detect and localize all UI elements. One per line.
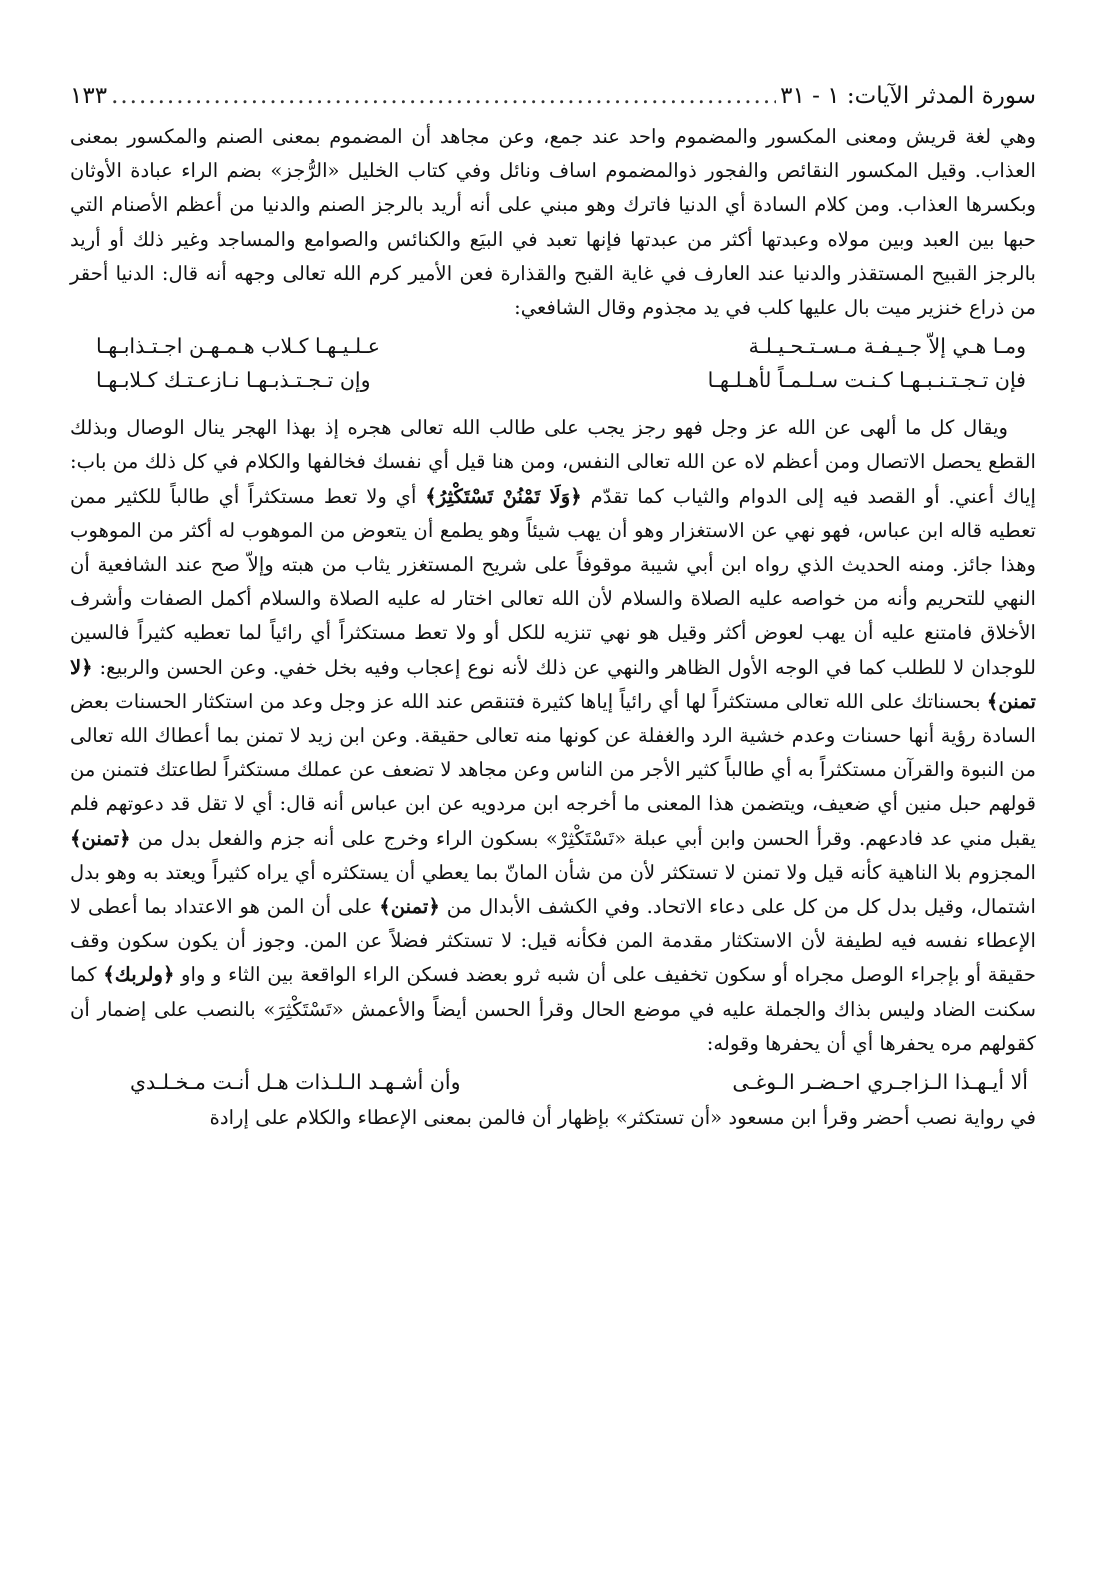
poem-line-1-first-hemistich: ومـا هـي إلاّ جـيـفـة مـسـتـحـيـلـة — [748, 334, 1026, 359]
poem-line-3-second-hemistich: وأن أشـهـد الـلـذات هـل أنـت مـخـلـدي — [130, 1070, 461, 1095]
poem-line-2-first-hemistich: فإن تـجـتـنـبـهـا كـنـت سـلـمـاً لأهـلـهـا — [707, 368, 1026, 393]
paragraph-3: في رواية نصب أحضر وقرأ ابن مسعود «أن تستكثر» بإظهار أن فالمن بمعنى الإعطاء والكلام على إرادة — [209, 1106, 1036, 1130]
book-page — [70, 80, 1036, 1135]
poem-line-1-second-hemistich: عـلـيـهـا كـلاب هـمـهـن اجـتـذابـهـا — [96, 334, 380, 359]
paragraph-2-text-c: بحسناتك على الله تعالى مستكثراً لها أي رائياً إياها كثيرة فتنقص عند الله عز وجل وعد من استكثار الحسنات بعض السادة رؤية أنها حسنات وعدم خشية الرد والغفلة عن كونها منه تعالى حقيقة. وعن ابن زيد لا تمنن بما أعطاك الله تعالى من النبوة والقرآن مستكثراً به أي طالباً كثير الأجر من الناس وعن مجاهد لا تضعف عن عملك مستكثراً لطاعتك فتمنن من قولهم حبل منين أي ضعيف، ويتضمن هذا المعنى ما أخرجه ابن مردويه عن ابن عباس أنه قال: أي لا تقل قد دعوتهم فلم يقبل مني عد فادعهم. وقرأ الحسن وابن أبي عبلة «تَسْتَكْثِرْ» بسكون الراء وخرج على أنه جزم والفعل بدل من — [70, 689, 1036, 850]
quran-quote-3: ﴿تمنن﴾ — [70, 826, 131, 850]
paragraph-2-text-d: المجزوم بلا الناهية كأنه قيل ولا تمنن لا تستكثر لأن من شأن المانّ بما يعطي أن يستكثره أي يراه كثيراً ويعتد به وهو بدل اشتمال، وقيل بدل كل من كل على دعاء الاتحاد. وفي الكشف الأبدال من — [70, 860, 1036, 919]
paragraph-2 — [70, 411, 1036, 1061]
poem-line-2 — [70, 363, 1036, 397]
quran-quote-5: ﴿ولربك﴾ — [103, 963, 175, 987]
poem-tarafa — [70, 1065, 1036, 1099]
poem-shafii — [70, 329, 1036, 397]
quran-quote-4: ﴿تمنن﴾ — [379, 895, 440, 919]
paragraph-2-text-f: كما سكنت الضاد وليس بذاك والجملة عليه في موضع الحال وقرأ الحسن أيضاً والأعمش «تَسْتَكْثِرَ» بالنصب على إضمار أن كقولهم مره يحفرها أي أن يحفرها وقوله: — [70, 963, 1036, 1055]
poem-line-3 — [70, 1065, 1036, 1099]
paragraph-2-text-e: على أن المن هو الاعتداد بما أعطى لا الإعطاء نفسه فيه لطيفة لأن الاستكثار مقدمة المن فكأنه قيل: لا تستكثر فضلاً عن المن. وجوز أن يكون سكون وقف حقيقة أو بإجراء الوصل مجراه أو سكون تخفيف على أن شبه ثرو بعضد فسكن الراء الواقعة بين الثاء و واو — [70, 895, 1036, 987]
paragraph-2-text-a: ويقال كل ما ألهى عن الله عز وجل فهو رجز يجب على طالب الله تعالى هجره إذ بهذا الهجر ينال الوصال وبذلك القطع يحصل الاتصال ومن أعظم لاه عن الله تعالى النفس، ومن هنا قيل أي نفسك فخالفها والكلام في كل ذلك من باب: إياك أعني. أو القصد فيه إلى الدوام والثياب كما تقدّم — [70, 416, 1036, 508]
surah-title: سورة المدثر الآيات: ١ - ٣١ — [780, 83, 1036, 109]
paragraph-2-text-b: أي ولا تعط مستكثراً أي طالباً للكثير ممن تعطيه قاله ابن عباس، فهو نهي عن الاستغزار وهو أن يهب شيئاً وهو يطمع أن يتعوض من الموهوب له أكثر من الموهوب وهذا جائز. ومنه الحديث الذي رواه ابن أبي شيبة موقوفاً على شريح المستغزر يثاب من هبته وإلاّ صح عند الشافعية أن النهي للتحريم وأنه من خواصه عليه الصلاة والسلام لأن الله تعالى اختار له عليه الصلاة والسلام أكمل الصفات وأشرف الأخلاق فامتنع عليه أن يهب لعوض أكثر وقيل هو نهي تنزيه للكل أو ولا تعط مستكثراً أي رائياً لما تعطيه كثيراً فالسين للوجدان لا للطلب كما في الوجه الأول الظاهر والنهي عن ذلك لأنه نوع إعجاب وفيه بخل خفي. وعن الحسن والربيع: — [70, 484, 1036, 679]
poem-line-3-first-hemistich: ألا أيـهـذا الـزاجـري احـضـر الـوغـى — [732, 1070, 1028, 1095]
quran-quote-1: ﴿وَلَا تَمْنُنْ تَسْتَكْثِرُ﴾ — [425, 484, 582, 508]
paragraph-1: وهي لغة قريش ومعنى المكسور والمضموم واحد عند جمع، وعن مجاهد أن المضموم بمعنى الصنم والمكسور بمعنى العذاب. وقيل المكسور النقائص والفجور ذوالمضموم اساف ونائل وفي كتاب الخليل «الرُّجز» بضم الراء عبادة الأوثان وبكسرها العذاب. ومن كلام السادة أي الدنيا فاترك وهو مبني على أنه أريد بالرجز الصنم والدنيا من أعظم الأصنام التي حبها بين العبد وبين مولاه وعبدتها أكثر من عبدتها فإنها تعبد في البيَع والكنائس والصوامع والمساجد وغير ذلك أو أريد بالرجز القبيح المستقذر والدنيا عند العارف في غاية القبح والقذارة فعن الأمير كرم الله تعالى وجهه أنه قال: الدنيا أحقر من ذراع خنزير ميت بال عليها كلب في يد مجذوم وقال الشافعي: — [70, 125, 1036, 320]
poem-line-2-second-hemistich: وإن تـجـتـذبـهـا نـازعـتـك كـلابـهـا — [96, 368, 371, 393]
running-header — [70, 80, 1036, 114]
leader-dots — [111, 80, 776, 112]
quran-quote-2: ﴿لا تمنن﴾ — [70, 655, 1036, 713]
poem-line-1 — [70, 329, 1036, 363]
page-number: ١٣٣ — [70, 83, 108, 109]
